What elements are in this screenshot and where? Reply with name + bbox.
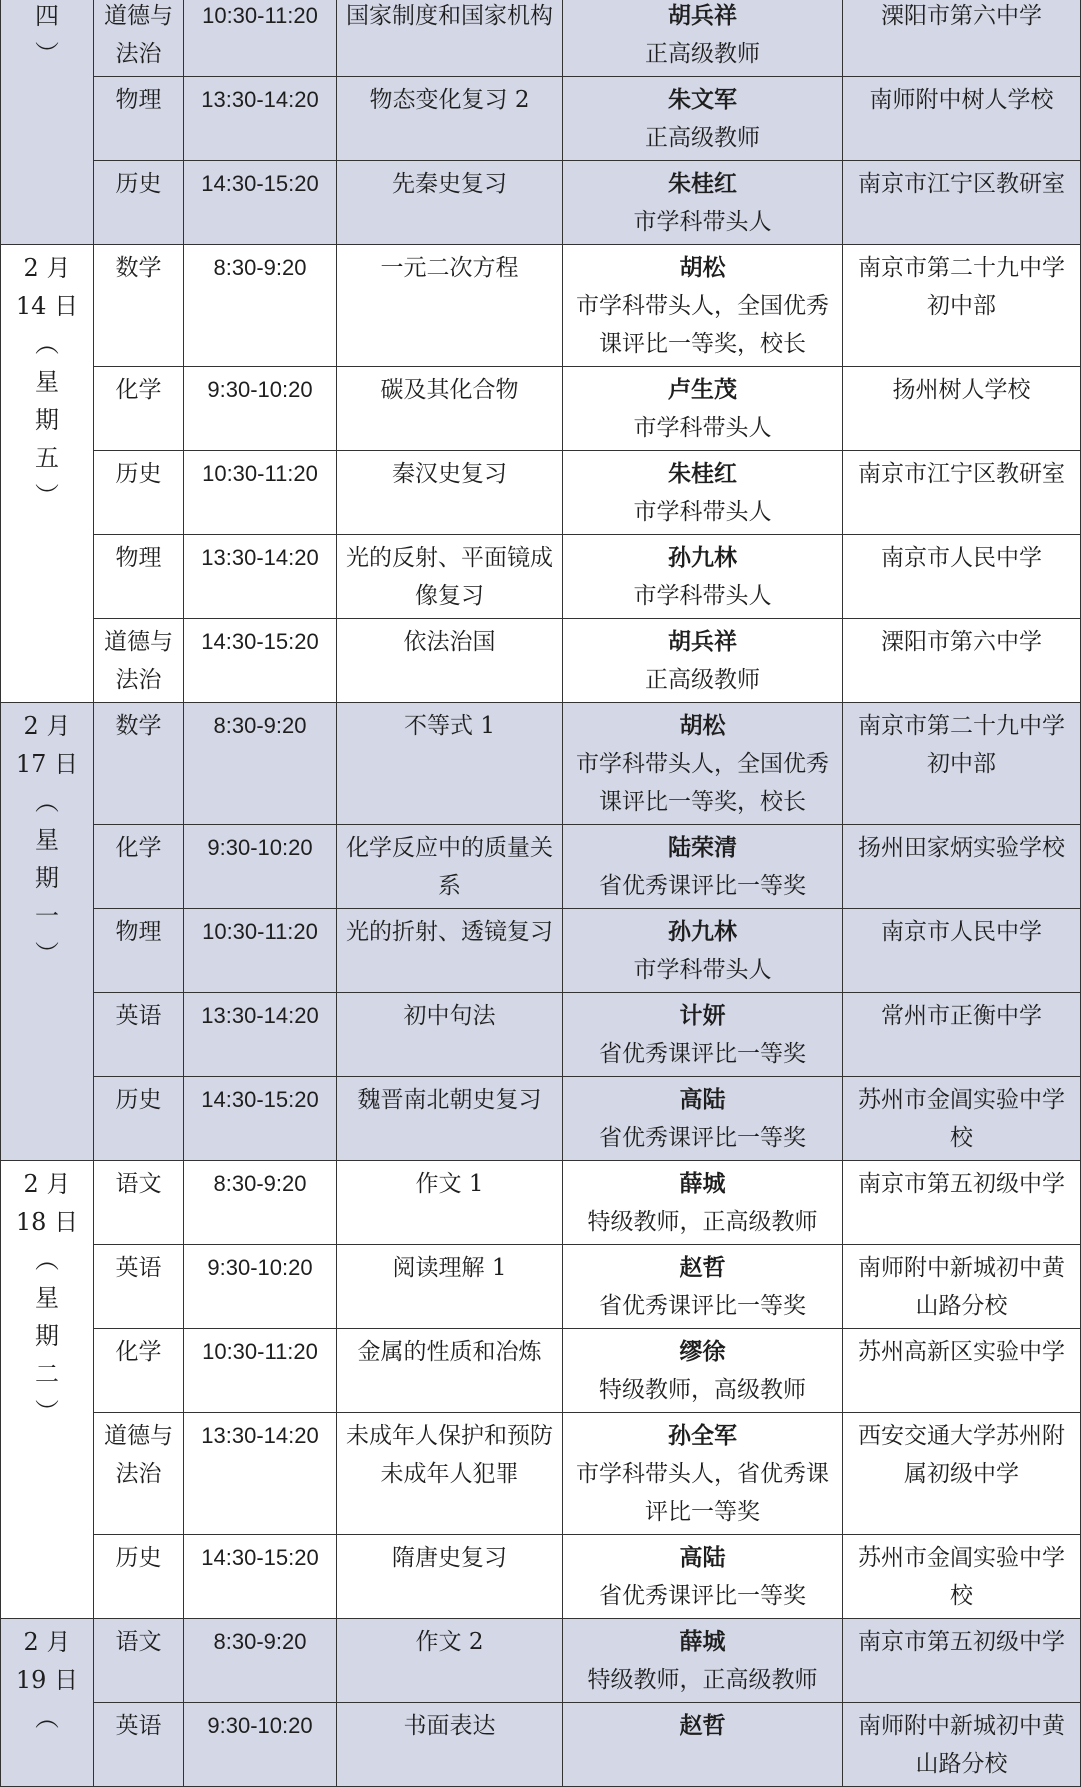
teacher-cell bbox=[563, 1413, 843, 1535]
subject-cell: 语文 bbox=[94, 1161, 184, 1245]
teacher-title: 省优秀课评比一等奖 bbox=[599, 1583, 806, 1609]
teacher-title: 市学科带头人 bbox=[633, 583, 772, 609]
date-cell bbox=[1, 1619, 94, 1787]
topic-cell: 作文 1 bbox=[337, 1161, 563, 1245]
teacher-cell bbox=[563, 1535, 843, 1619]
topic-cell: 隋唐史复习 bbox=[337, 1535, 563, 1619]
date-line: 四 bbox=[35, 2, 59, 30]
date-cell bbox=[1, 245, 94, 703]
topic-cell: 碳及其化合物 bbox=[337, 367, 563, 451]
time-cell: 13:30-14:20 bbox=[184, 1413, 337, 1535]
schedule-row bbox=[1, 451, 1081, 535]
teacher-cell bbox=[563, 451, 843, 535]
schedule-row bbox=[1, 703, 1081, 825]
teacher-name: 孙全军 bbox=[668, 1423, 737, 1449]
time-cell: 13:30-14:20 bbox=[184, 77, 337, 161]
subject-cell: 历史 bbox=[94, 451, 184, 535]
schedule-row bbox=[1, 1619, 1081, 1703]
teacher-cell bbox=[563, 1245, 843, 1329]
time-cell: 14:30-15:20 bbox=[184, 1077, 337, 1161]
schedule-row bbox=[1, 1077, 1081, 1161]
subject-cell: 道德与法治 bbox=[94, 619, 184, 703]
subject-cell: 历史 bbox=[94, 1535, 184, 1619]
teacher-name: 高陆 bbox=[679, 1087, 726, 1113]
teacher-title: 市学科带头人，全国优秀课评比一等奖，校长 bbox=[576, 751, 829, 815]
date-cell bbox=[1, 703, 94, 1161]
topic-cell: 未成年人保护和预防未成年人犯罪 bbox=[337, 1413, 563, 1535]
subject-cell: 化学 bbox=[94, 825, 184, 909]
time-cell: 8:30-9:20 bbox=[184, 245, 337, 367]
teacher-title: 市学科带头人 bbox=[633, 957, 772, 983]
school-cell: 南京市江宁区教研室 bbox=[843, 451, 1081, 535]
date-line: 19 日 bbox=[15, 1666, 79, 1694]
date-line: 2 月 bbox=[23, 254, 71, 282]
teacher-title: 特级教师，正高级教师 bbox=[587, 1209, 818, 1235]
teacher-name: 孙九林 bbox=[668, 545, 737, 571]
subject-cell: 道德与法治 bbox=[94, 1413, 184, 1535]
school-cell: 南京市人民中学 bbox=[843, 909, 1081, 993]
teacher-cell bbox=[563, 535, 843, 619]
teacher-title: 正高级教师 bbox=[645, 125, 760, 151]
subject-cell: 化学 bbox=[94, 1329, 184, 1413]
school-cell: 溧阳市第六中学 bbox=[843, 0, 1081, 77]
topic-cell: 光的折射、透镜复习 bbox=[337, 909, 563, 993]
subject-cell: 数学 bbox=[94, 245, 184, 367]
time-cell: 13:30-14:20 bbox=[184, 535, 337, 619]
school-cell: 苏州市金阊实验中学校 bbox=[843, 1077, 1081, 1161]
teacher-name: 孙九林 bbox=[668, 919, 737, 945]
teacher-cell bbox=[563, 367, 843, 451]
teacher-name: 卢生茂 bbox=[668, 377, 737, 403]
time-cell: 8:30-9:20 bbox=[184, 1619, 337, 1703]
date-line: 星 bbox=[35, 1284, 59, 1312]
subject-cell: 物理 bbox=[94, 909, 184, 993]
subject-cell: 数学 bbox=[94, 703, 184, 825]
schedule-row bbox=[1, 1413, 1081, 1535]
date-line: ︶ bbox=[35, 40, 59, 68]
teacher-name: 胡兵祥 bbox=[668, 3, 737, 29]
school-cell: 南京市第二十九中学初中部 bbox=[843, 245, 1081, 367]
topic-cell: 先秦史复习 bbox=[337, 161, 563, 245]
date-line: 一 bbox=[35, 902, 59, 930]
time-cell: 9:30-10:20 bbox=[184, 825, 337, 909]
subject-cell: 历史 bbox=[94, 1077, 184, 1161]
time-cell: 13:30-14:20 bbox=[184, 993, 337, 1077]
teacher-cell bbox=[563, 1161, 843, 1245]
date-line: ︶ bbox=[35, 1398, 59, 1426]
date-line: 星 bbox=[35, 368, 59, 396]
school-cell: 溧阳市第六中学 bbox=[843, 619, 1081, 703]
topic-cell: 不等式 1 bbox=[337, 703, 563, 825]
time-cell: 10:30-11:20 bbox=[184, 1329, 337, 1413]
subject-cell: 道德与法治 bbox=[94, 0, 184, 77]
time-cell: 9:30-10:20 bbox=[184, 1703, 337, 1787]
topic-cell: 依法治国 bbox=[337, 619, 563, 703]
school-cell: 扬州树人学校 bbox=[843, 367, 1081, 451]
school-cell: 南京市第二十九中学初中部 bbox=[843, 703, 1081, 825]
teacher-name: 赵哲 bbox=[679, 1713, 726, 1739]
teacher-cell bbox=[563, 1703, 843, 1787]
school-cell: 常州市正衡中学 bbox=[843, 993, 1081, 1077]
school-cell: 南京市第五初级中学 bbox=[843, 1161, 1081, 1245]
teacher-cell bbox=[563, 825, 843, 909]
date-line: 17 日 bbox=[15, 750, 79, 778]
teacher-title: 省优秀课评比一等奖 bbox=[599, 1293, 806, 1319]
school-cell: 南京市第五初级中学 bbox=[843, 1619, 1081, 1703]
teacher-title: 特级教师，高级教师 bbox=[599, 1377, 806, 1403]
schedule-row bbox=[1, 535, 1081, 619]
teacher-name: 朱桂红 bbox=[668, 171, 737, 197]
topic-cell: 物态变化复习 2 bbox=[337, 77, 563, 161]
teacher-cell bbox=[563, 77, 843, 161]
schedule-row bbox=[1, 1245, 1081, 1329]
teacher-cell bbox=[563, 993, 843, 1077]
teacher-cell bbox=[563, 1077, 843, 1161]
school-cell: 扬州田家炳实验学校 bbox=[843, 825, 1081, 909]
date-line: ︵ bbox=[35, 1246, 59, 1274]
schedule-row bbox=[1, 1329, 1081, 1413]
schedule-row bbox=[1, 1535, 1081, 1619]
topic-cell: 作文 2 bbox=[337, 1619, 563, 1703]
time-cell: 10:30-11:20 bbox=[184, 451, 337, 535]
date-line: 2 月 bbox=[23, 1628, 71, 1656]
schedule-row bbox=[1, 993, 1081, 1077]
topic-cell: 书面表达 bbox=[337, 1703, 563, 1787]
teacher-title: 正高级教师 bbox=[645, 41, 760, 67]
teacher-name: 赵哲 bbox=[679, 1255, 726, 1281]
subject-cell: 历史 bbox=[94, 161, 184, 245]
date-line: 2 月 bbox=[23, 1170, 71, 1198]
teacher-title: 市学科带头人 bbox=[633, 415, 772, 441]
schedule-row bbox=[1, 619, 1081, 703]
schedule-row bbox=[1, 1703, 1081, 1787]
school-cell: 苏州市金阊实验中学校 bbox=[843, 1535, 1081, 1619]
teacher-cell bbox=[563, 161, 843, 245]
time-cell: 14:30-15:20 bbox=[184, 619, 337, 703]
teacher-title: 市学科带头人 bbox=[633, 499, 772, 525]
teacher-name: 高陆 bbox=[679, 1545, 726, 1571]
teacher-name: 薛城 bbox=[679, 1629, 726, 1655]
time-cell: 8:30-9:20 bbox=[184, 703, 337, 825]
school-cell: 南京市江宁区教研室 bbox=[843, 161, 1081, 245]
school-cell: 南师附中树人学校 bbox=[843, 77, 1081, 161]
teacher-cell bbox=[563, 1329, 843, 1413]
teacher-title: 省优秀课评比一等奖 bbox=[599, 873, 806, 899]
time-cell: 10:30-11:20 bbox=[184, 0, 337, 77]
schedule-row bbox=[1, 1161, 1081, 1245]
teacher-name: 薛城 bbox=[679, 1171, 726, 1197]
topic-cell: 初中句法 bbox=[337, 993, 563, 1077]
teacher-name: 计妍 bbox=[679, 1003, 726, 1029]
date-line: 2 月 bbox=[23, 712, 71, 740]
date-line: ︶ bbox=[35, 940, 59, 968]
school-cell: 南师附中新城初中黄山路分校 bbox=[843, 1703, 1081, 1787]
teacher-title: 正高级教师 bbox=[645, 667, 760, 693]
subject-cell: 物理 bbox=[94, 77, 184, 161]
teacher-title: 市学科带头人，省优秀课评比一等奖 bbox=[576, 1461, 829, 1525]
topic-cell: 化学反应中的质量关系 bbox=[337, 825, 563, 909]
time-cell: 9:30-10:20 bbox=[184, 367, 337, 451]
teacher-title: 省优秀课评比一等奖 bbox=[599, 1041, 806, 1067]
teacher-cell bbox=[563, 703, 843, 825]
subject-cell: 英语 bbox=[94, 1245, 184, 1329]
topic-cell: 国家制度和国家机构 bbox=[337, 0, 563, 77]
subject-cell: 物理 bbox=[94, 535, 184, 619]
date-line: 二 bbox=[35, 1360, 59, 1388]
time-cell: 9:30-10:20 bbox=[184, 1245, 337, 1329]
subject-cell: 英语 bbox=[94, 993, 184, 1077]
topic-cell: 光的反射、平面镜成像复习 bbox=[337, 535, 563, 619]
date-line: 期 bbox=[35, 864, 59, 892]
topic-cell: 阅读理解 1 bbox=[337, 1245, 563, 1329]
teacher-name: 胡兵祥 bbox=[668, 629, 737, 655]
teacher-name: 胡松 bbox=[679, 713, 726, 739]
date-line: ︶ bbox=[35, 482, 59, 510]
date-line: 14 日 bbox=[15, 292, 79, 320]
schedule-row bbox=[1, 161, 1081, 245]
time-cell: 10:30-11:20 bbox=[184, 909, 337, 993]
time-cell: 14:30-15:20 bbox=[184, 1535, 337, 1619]
teacher-name: 胡松 bbox=[679, 255, 726, 281]
teacher-cell bbox=[563, 1619, 843, 1703]
subject-cell: 语文 bbox=[94, 1619, 184, 1703]
teacher-cell bbox=[563, 909, 843, 993]
school-cell: 南师附中新城初中黄山路分校 bbox=[843, 1245, 1081, 1329]
topic-cell: 魏晋南北朝史复习 bbox=[337, 1077, 563, 1161]
teacher-name: 陆荣清 bbox=[668, 835, 737, 861]
topic-cell: 一元二次方程 bbox=[337, 245, 563, 367]
date-line: 18 日 bbox=[15, 1208, 79, 1236]
topic-cell: 金属的性质和冶炼 bbox=[337, 1329, 563, 1413]
teacher-cell bbox=[563, 0, 843, 77]
teacher-cell bbox=[563, 619, 843, 703]
date-line: 星 bbox=[35, 826, 59, 854]
schedule-row bbox=[1, 245, 1081, 367]
schedule-row bbox=[1, 909, 1081, 993]
date-line: 期 bbox=[35, 1322, 59, 1350]
subject-cell: 英语 bbox=[94, 1703, 184, 1787]
date-cell bbox=[1, 0, 94, 245]
time-cell: 14:30-15:20 bbox=[184, 161, 337, 245]
date-line: ︵ bbox=[35, 1704, 59, 1732]
teacher-name: 朱桂红 bbox=[668, 461, 737, 487]
school-cell: 南京市人民中学 bbox=[843, 535, 1081, 619]
teacher-cell bbox=[563, 245, 843, 367]
time-cell: 8:30-9:20 bbox=[184, 1161, 337, 1245]
subject-cell: 化学 bbox=[94, 367, 184, 451]
date-line: ︵ bbox=[35, 788, 59, 816]
schedule-row bbox=[1, 0, 1081, 77]
teacher-name: 缪徐 bbox=[679, 1339, 726, 1365]
teacher-title: 市学科带头人，全国优秀课评比一等奖，校长 bbox=[576, 293, 829, 357]
topic-cell: 秦汉史复习 bbox=[337, 451, 563, 535]
date-line: ︵ bbox=[35, 330, 59, 358]
teacher-title: 市学科带头人 bbox=[633, 209, 772, 235]
schedule-row bbox=[1, 367, 1081, 451]
school-cell: 苏州高新区实验中学 bbox=[843, 1329, 1081, 1413]
teacher-title: 省优秀课评比一等奖 bbox=[599, 1125, 806, 1151]
teacher-title: 特级教师，正高级教师 bbox=[587, 1667, 818, 1693]
date-cell bbox=[1, 1161, 94, 1619]
teacher-name: 朱文军 bbox=[668, 87, 737, 113]
schedule-row bbox=[1, 77, 1081, 161]
date-line: 五 bbox=[35, 444, 59, 472]
schedule-row bbox=[1, 825, 1081, 909]
date-line: 期 bbox=[35, 406, 59, 434]
school-cell: 西安交通大学苏州附属初级中学 bbox=[843, 1413, 1081, 1535]
